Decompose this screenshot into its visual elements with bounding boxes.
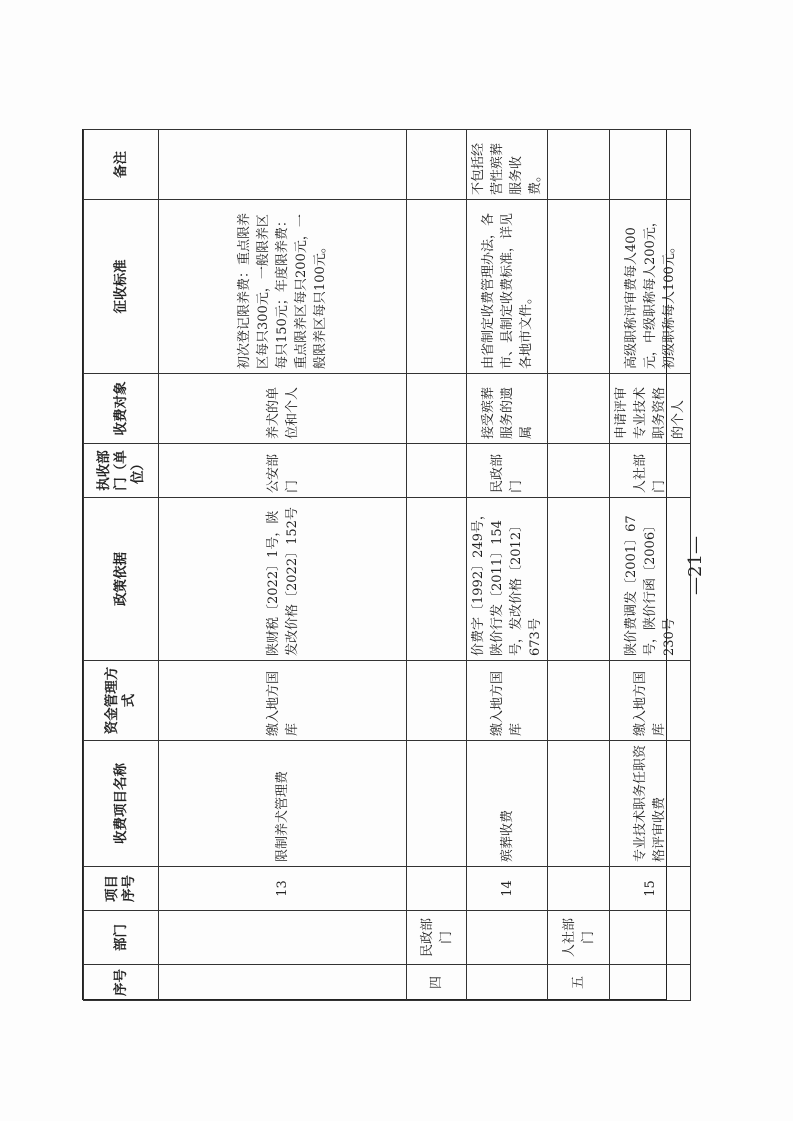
cell-target: 申请评审专业技术职务资格的个人: [610, 374, 691, 444]
cell-item-seq: 14: [467, 867, 548, 911]
table-row: [467, 130, 548, 1001]
cell-name: [548, 741, 610, 867]
cell-standard: [548, 200, 610, 374]
cell-collector: 民政部门: [467, 444, 548, 498]
table-row: [159, 130, 407, 1001]
cell-collector: [548, 444, 610, 498]
cell-name: 殡葬收费: [467, 741, 548, 867]
cell-standard: 初次登记限养费：重点限养区每只300元，一般限养区每只150元；年度限养费：重点限养区每只200元，一般限养区每只100元。: [159, 200, 407, 374]
cell-item-seq: [548, 867, 610, 911]
cell-fund-mgmt: 缴入地方国库: [610, 661, 691, 741]
header-standard: 征收标准: [84, 200, 159, 374]
cell-remark: 不包括经营性殡葬服务收费。: [467, 130, 548, 200]
cell-target: 养犬的单位和个人: [159, 374, 407, 444]
cell-policy: 陕价费调发〔2001〕67号，陕价行函〔2006〕230号: [610, 498, 691, 661]
table-row: [610, 130, 691, 1001]
cell-dept: [467, 911, 548, 965]
cell-policy: [548, 498, 610, 661]
cell-remark: [407, 130, 467, 200]
cell-fund-mgmt: [548, 661, 610, 741]
page-number-text: —21—: [684, 535, 706, 595]
table-row: [548, 130, 610, 1001]
cell-seq: [159, 965, 407, 1001]
table-header-row: [84, 130, 159, 1001]
header-fund-mgmt: 资金管理方式: [84, 661, 159, 741]
cell-name: 专业技术职务任职资格评审收费: [610, 741, 691, 867]
cell-dept: 民政部门: [407, 911, 467, 965]
header-target: 收费对象: [84, 374, 159, 444]
cell-name: [407, 741, 467, 867]
cell-standard: [407, 200, 467, 374]
cell-fund-mgmt: 缴入地方国库: [159, 661, 407, 741]
cell-fund-mgmt: 缴入地方国库: [467, 661, 548, 741]
cell-seq: [610, 965, 691, 1001]
cell-target: [407, 374, 467, 444]
cell-target: 接受殡葬服务的遗属: [467, 374, 548, 444]
cell-collector: 人社部门: [610, 444, 691, 498]
header-seq: 序号: [84, 965, 159, 1001]
cell-item-seq: [407, 867, 467, 911]
cell-seq: 四: [407, 965, 467, 1001]
fee-table: [83, 129, 691, 1001]
cell-standard: 由省制定收费管理办法，各市、县制定收费标准，详见各地市文件。: [467, 200, 548, 374]
cell-dept: 人社部门: [548, 911, 610, 965]
header-name: 收费项目名称: [84, 741, 159, 867]
header-policy: 政策依据: [84, 498, 159, 661]
cell-remark: [610, 130, 691, 200]
cell-remark: [159, 130, 407, 200]
cell-fund-mgmt: [407, 661, 467, 741]
cell-name: 限制养犬管理费: [159, 741, 407, 867]
table-row: [407, 130, 467, 1001]
cell-seq: [467, 965, 548, 1001]
cell-dept: [159, 911, 407, 965]
cell-dept: [610, 911, 691, 965]
header-remark: 备注: [84, 130, 159, 200]
cell-collector: [407, 444, 467, 498]
cell-policy: 价费字〔1992〕249号，陕价行发〔2011〕154号，发改价格〔2012〕673号: [467, 498, 548, 661]
cell-target: [548, 374, 610, 444]
cell-item-seq: 15: [610, 867, 691, 911]
rotated-table-container: [83, 130, 686, 1001]
header-item-seq: 项目序号: [84, 867, 159, 911]
cell-policy: [407, 498, 467, 661]
header-dept: 部门: [84, 911, 159, 965]
cell-seq: 五: [548, 965, 610, 1001]
cell-remark: [548, 130, 610, 200]
cell-item-seq: 13: [159, 867, 407, 911]
page-number: [680, 535, 710, 595]
cell-collector: 公安部门: [159, 444, 407, 498]
cell-standard: 高级职称评审费每人400元，中级职称每人200元，初级职称每人100元。: [610, 200, 691, 374]
fee-table-frame: [82, 129, 686, 1000]
cell-policy: 陕财税〔2022〕1号，陕发改价格〔2022〕152号: [159, 498, 407, 661]
header-collector: 执收部门（单位）: [84, 444, 159, 498]
